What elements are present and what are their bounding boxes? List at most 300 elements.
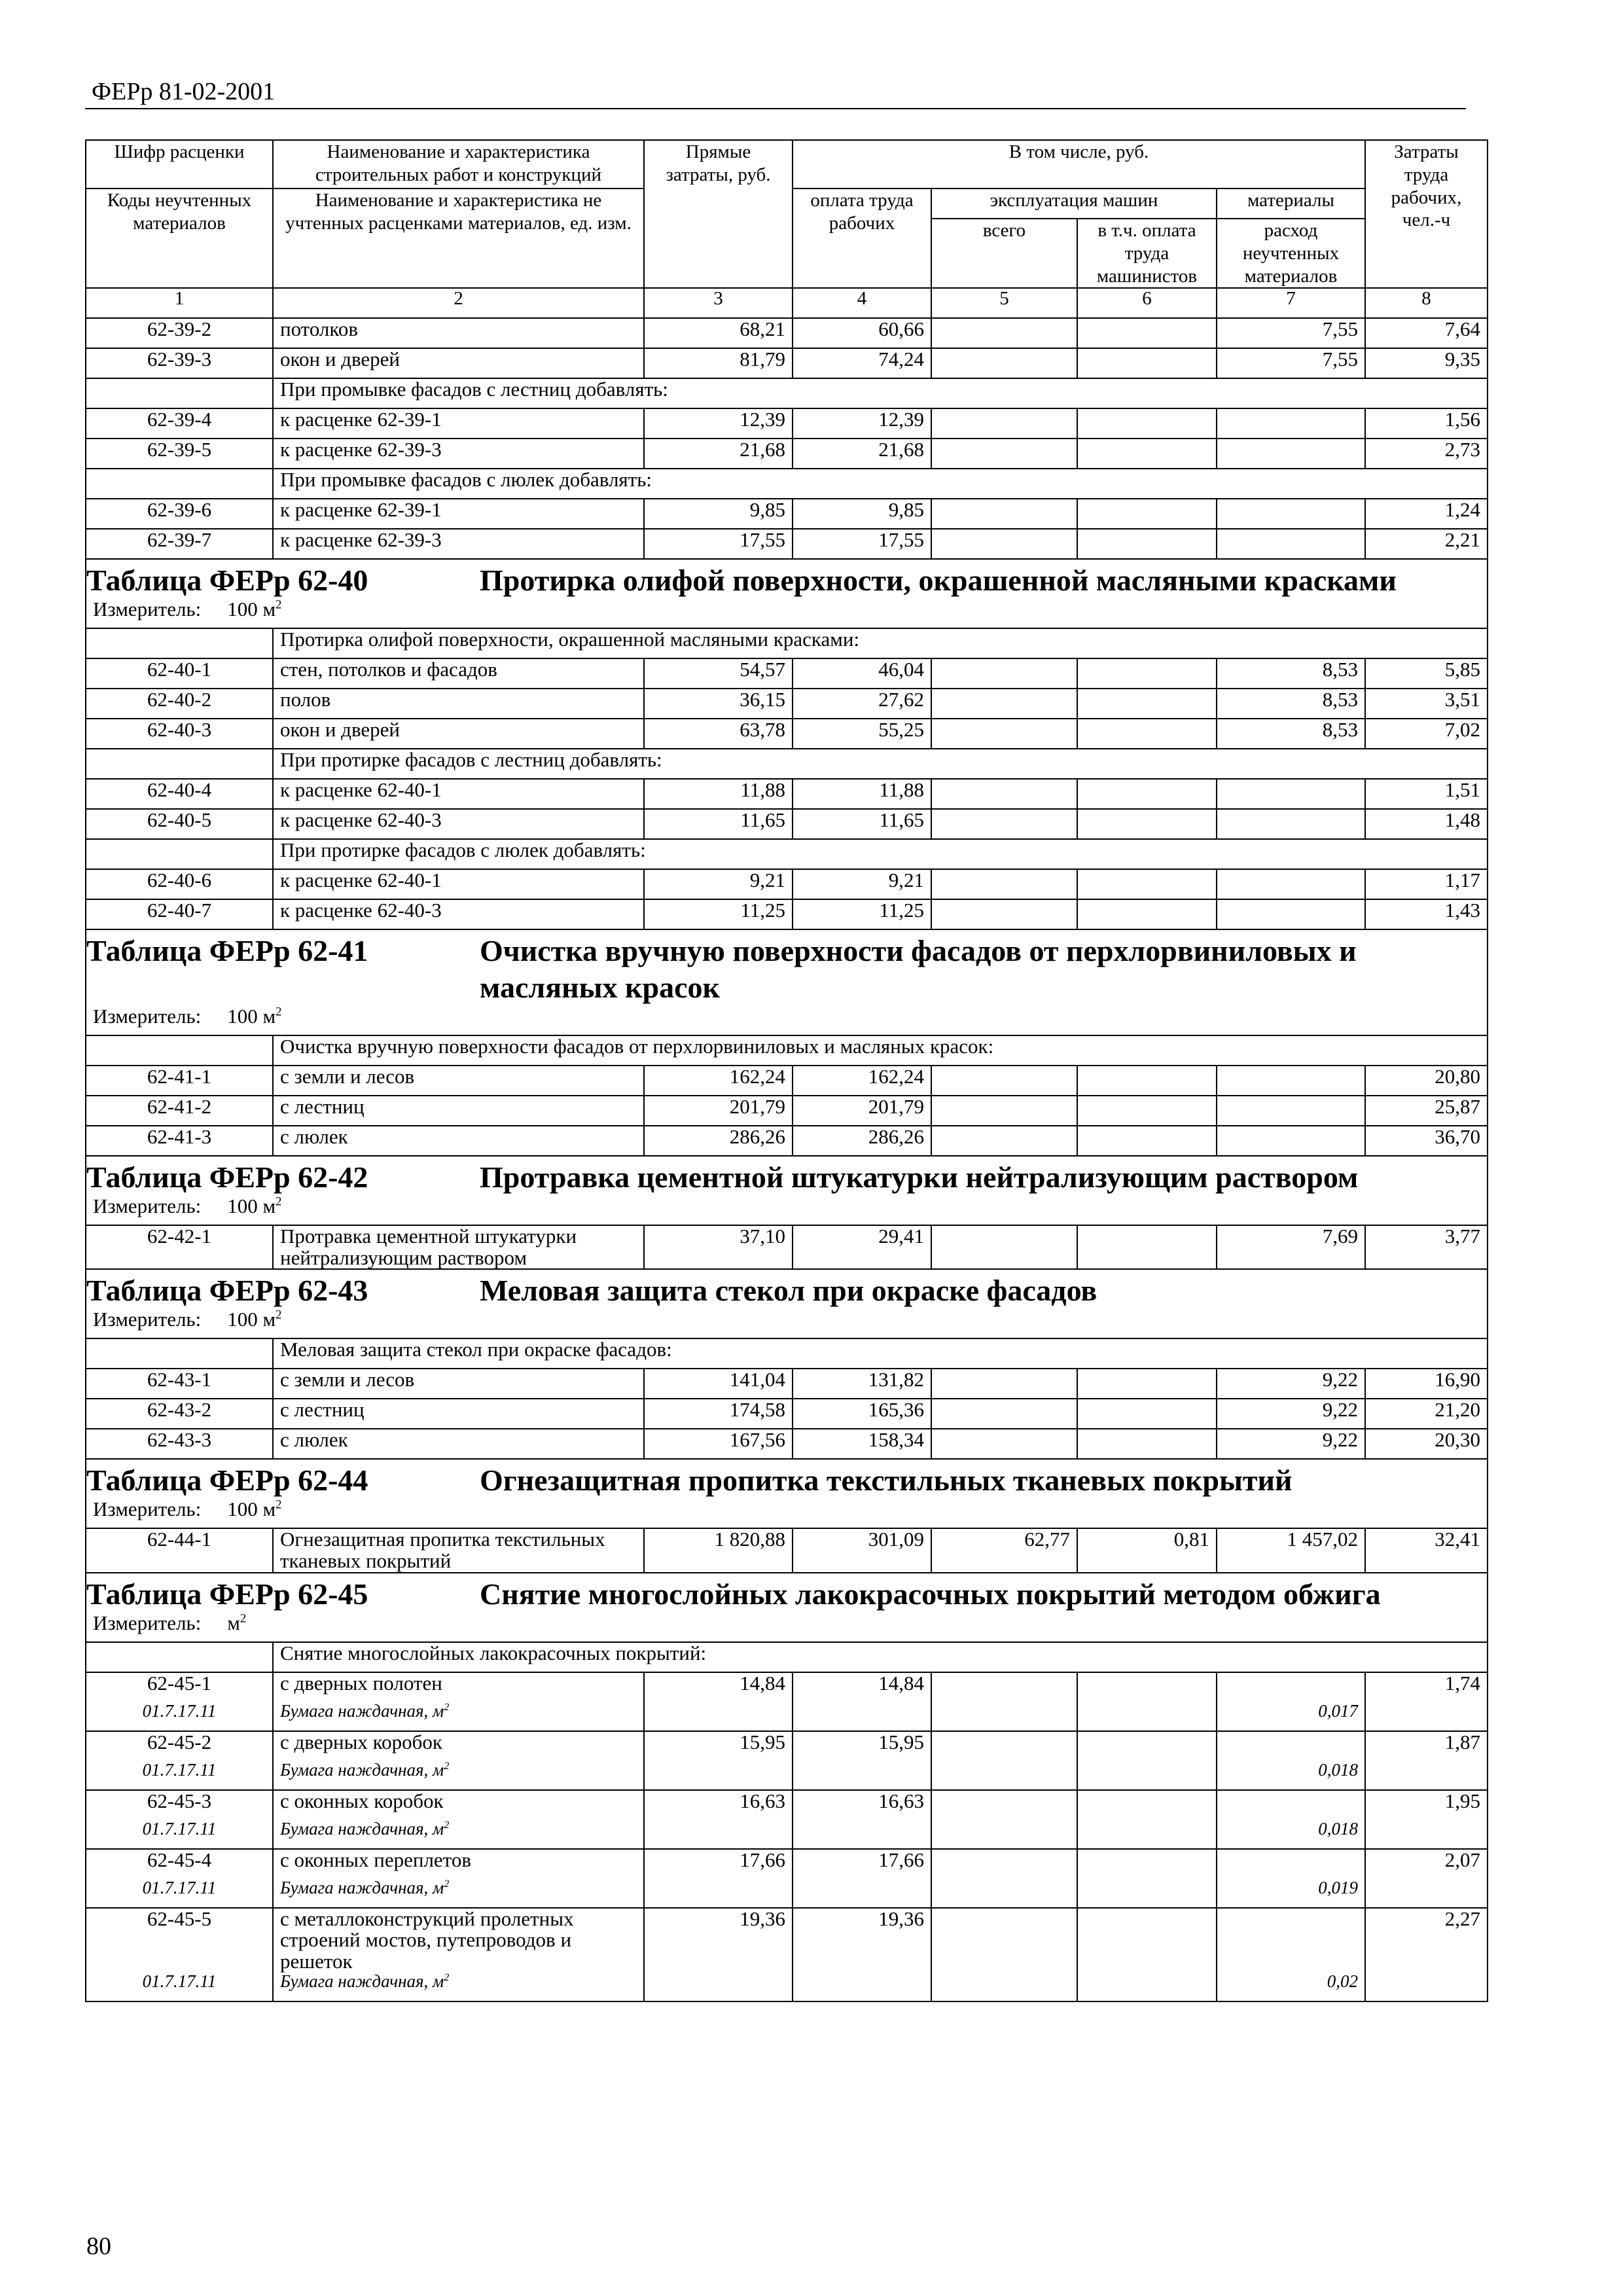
rate-name: с люлек — [273, 1126, 644, 1156]
header-rule — [85, 108, 1466, 109]
materials-cost — [1217, 809, 1365, 839]
labor-hours: 3,77 — [1365, 1225, 1488, 1269]
table-row — [86, 658, 1488, 689]
rate-code: 62-43-2 — [86, 1399, 273, 1429]
group-label: При промывке фасадов с лестниц добавлять: — [273, 378, 1488, 408]
table-title — [86, 1269, 1488, 1309]
material-name — [273, 1702, 644, 1731]
machines-total — [931, 1429, 1077, 1459]
rate-name: с лестниц — [273, 1096, 644, 1126]
labor-pay: 11,65 — [793, 809, 931, 839]
machines-total — [931, 1731, 1077, 1761]
empty-cell — [86, 839, 273, 869]
rate-name: к расценке 62-39-3 — [273, 529, 644, 559]
machines-total — [931, 318, 1077, 348]
superscript: 2 — [444, 1700, 450, 1713]
group-label: При протирке фасадов с лестниц добавлять: — [273, 749, 1488, 779]
rate-name: окон и дверей — [273, 719, 644, 749]
table-title-wrap — [86, 1576, 1487, 1613]
machines-total — [931, 348, 1077, 378]
rate-name: с дверных коробок — [273, 1731, 644, 1761]
materials-cost — [1217, 499, 1365, 529]
materials-cost — [1217, 899, 1365, 929]
rate-name: к расценке 62-40-1 — [273, 869, 644, 899]
material-code: 01.7.17.11 — [86, 1972, 273, 2001]
header-including: В том числе, руб. — [793, 140, 1365, 188]
machinist-pay — [1077, 899, 1217, 929]
rate-code: 62-40-4 — [86, 779, 273, 809]
table-name: Снятие многослойных лакокрасочных покрытий методом обжига — [480, 1577, 1381, 1611]
direct-cost: 12,39 — [644, 408, 793, 439]
group-row — [86, 628, 1488, 658]
machinist-pay — [1077, 1399, 1217, 1429]
table-name: Протирка олифой поверхности, окрашенной масляными красками — [480, 564, 1397, 598]
labor-pay: 74,24 — [793, 348, 931, 378]
direct-cost: 17,66 — [644, 1849, 793, 1878]
superscript: 2 — [276, 598, 282, 613]
labor-hours: 1,24 — [1365, 499, 1488, 529]
measure-row — [86, 1499, 1488, 1528]
material-name — [273, 1761, 644, 1790]
rate-name: с земли и лесов — [273, 1066, 644, 1096]
labor-hours: 21,20 — [1365, 1399, 1488, 1429]
empty-cell — [793, 1702, 931, 1731]
machinist-pay: 0,81 — [1077, 1528, 1217, 1572]
machinist-pay — [1077, 439, 1217, 469]
group-row — [86, 839, 1488, 869]
labor-hours: 1,51 — [1365, 779, 1488, 809]
header-unaccounted-codes: Коды неучтенных материалов — [86, 188, 273, 288]
rate-code: 62-43-3 — [86, 1429, 273, 1459]
table-title-wrap — [86, 1159, 1487, 1196]
direct-cost: 9,85 — [644, 499, 793, 529]
empty-cell — [644, 1820, 793, 1849]
material-name-text: Бумага наждачная, м — [280, 1759, 444, 1780]
machines-total — [931, 408, 1077, 439]
table-row — [86, 689, 1488, 719]
labor-hours: 32,41 — [1365, 1528, 1488, 1572]
table-title — [86, 929, 1488, 1006]
labor-hours: 16,90 — [1365, 1369, 1488, 1399]
rate-name: Протравка цементной штукатурки нейтрализующим раствором — [273, 1225, 644, 1269]
rate-name: к расценке 62-39-3 — [273, 439, 644, 469]
labor-pay: 286,26 — [793, 1126, 931, 1156]
table-title-wrap — [86, 562, 1487, 599]
materials-cost: 9,22 — [1217, 1399, 1365, 1429]
material-code: 01.7.17.11 — [86, 1702, 273, 1731]
table-name: Протравка цементной штукатурки нейтрализующим раствором — [480, 1160, 1359, 1194]
measure-unit: 100 м — [227, 1308, 276, 1331]
measure — [86, 1006, 1488, 1035]
direct-cost: 11,88 — [644, 779, 793, 809]
material-row — [86, 1878, 1488, 1908]
table-title-row — [86, 559, 1488, 599]
empty-cell — [931, 1878, 1077, 1908]
machinist-pay — [1077, 1429, 1217, 1459]
direct-cost: 9,21 — [644, 869, 793, 899]
empty-cell — [793, 1972, 931, 2001]
labor-pay: 11,88 — [793, 779, 931, 809]
material-qty: 0,019 — [1217, 1878, 1365, 1908]
table-row — [86, 439, 1488, 469]
material-name — [273, 1972, 644, 2001]
rate-name: с земли и лесов — [273, 1369, 644, 1399]
machinist-pay — [1077, 1849, 1217, 1878]
direct-cost: 17,55 — [644, 529, 793, 559]
superscript: 2 — [276, 1308, 282, 1323]
table-title-wrap — [86, 1272, 1487, 1309]
empty-cell — [1365, 1761, 1488, 1790]
labor-pay: 21,68 — [793, 439, 931, 469]
labor-hours: 20,80 — [1365, 1066, 1488, 1096]
measure — [86, 599, 1488, 628]
labor-pay: 301,09 — [793, 1528, 931, 1572]
table-row — [86, 1225, 1488, 1269]
rate-name: Огнезащитная пропитка текстильных тканевых покрытий — [273, 1528, 644, 1572]
direct-cost: 14,84 — [644, 1672, 793, 1702]
group-row — [86, 1035, 1488, 1066]
table-row — [86, 499, 1488, 529]
table-title — [86, 1459, 1488, 1499]
rate-name: с оконных переплетов — [273, 1849, 644, 1878]
measure-unit: 100 м — [227, 1498, 276, 1521]
empty-cell — [1365, 1820, 1488, 1849]
machinist-pay — [1077, 1908, 1217, 1973]
empty-cell — [793, 1820, 931, 1849]
empty-cell — [86, 1642, 273, 1672]
empty-cell — [86, 1338, 273, 1369]
labor-hours: 36,70 — [1365, 1126, 1488, 1156]
empty-cell — [1077, 1878, 1217, 1908]
labor-pay: 9,21 — [793, 869, 931, 899]
machinist-pay — [1077, 408, 1217, 439]
group-row — [86, 469, 1488, 499]
rate-code: 62-41-1 — [86, 1066, 273, 1096]
rate-name: к расценке 62-40-3 — [273, 899, 644, 929]
rate-code: 62-41-2 — [86, 1096, 273, 1126]
rate-code: 62-45-1 — [86, 1672, 273, 1702]
labor-pay: 17,55 — [793, 529, 931, 559]
machinist-pay — [1077, 658, 1217, 689]
direct-cost: 36,15 — [644, 689, 793, 719]
direct-cost: 21,68 — [644, 439, 793, 469]
column-numbers-row — [86, 288, 1488, 318]
measure — [86, 1499, 1488, 1528]
labor-pay: 9,85 — [793, 499, 931, 529]
labor-pay: 16,63 — [793, 1790, 931, 1820]
empty-cell — [931, 1761, 1077, 1790]
labor-pay: 14,84 — [793, 1672, 931, 1702]
header-labor-pay: оплата труда рабочих — [793, 188, 931, 288]
rate-code: 62-39-6 — [86, 499, 273, 529]
empty-cell — [644, 1878, 793, 1908]
table-row — [86, 1126, 1488, 1156]
material-name-text: Бумага наждачная, м — [280, 1700, 444, 1721]
rate-code: 62-39-2 — [86, 318, 273, 348]
table-code: Таблица ФЕРр 62-42 — [86, 1160, 368, 1194]
table-row — [86, 318, 1488, 348]
machinist-pay — [1077, 1126, 1217, 1156]
machines-total — [931, 779, 1077, 809]
measure-row — [86, 1613, 1488, 1642]
table-title-wrap — [86, 1462, 1487, 1499]
labor-hours: 2,27 — [1365, 1908, 1488, 1973]
rate-code: 62-40-3 — [86, 719, 273, 749]
table-title-row — [86, 1573, 1488, 1613]
measure-label: Измеритель: — [93, 1005, 202, 1028]
direct-cost: 201,79 — [644, 1096, 793, 1126]
labor-pay: 19,36 — [793, 1908, 931, 1973]
direct-cost: 162,24 — [644, 1066, 793, 1096]
machinist-pay — [1077, 1790, 1217, 1820]
empty-cell — [86, 469, 273, 499]
materials-cost — [1217, 1126, 1365, 1156]
labor-pay: 162,24 — [793, 1066, 931, 1096]
table-row — [86, 1096, 1488, 1126]
superscript: 2 — [240, 1611, 247, 1626]
labor-hours: 1,95 — [1365, 1790, 1488, 1820]
rate-code: 62-40-5 — [86, 809, 273, 839]
group-row — [86, 378, 1488, 408]
machines-total — [931, 529, 1077, 559]
empty-cell — [931, 1972, 1077, 2001]
table-title-wrap — [86, 933, 1487, 1006]
rate-name: стен, потолков и фасадов — [273, 658, 644, 689]
empty-cell — [644, 1761, 793, 1790]
measure — [86, 1309, 1488, 1338]
materials-cost: 8,53 — [1217, 658, 1365, 689]
labor-hours: 1,56 — [1365, 408, 1488, 439]
labor-hours: 7,02 — [1365, 719, 1488, 749]
direct-cost: 11,25 — [644, 899, 793, 929]
table-code: Таблица ФЕРр 62-43 — [86, 1274, 368, 1308]
empty-cell — [1365, 1972, 1488, 2001]
header-materials: материалы — [1217, 188, 1365, 219]
empty-cell — [793, 1761, 931, 1790]
machinist-pay — [1077, 1096, 1217, 1126]
col-number: 5 — [931, 288, 1077, 318]
empty-cell — [1077, 1702, 1217, 1731]
material-name-text: Бумага наждачная, м — [280, 1971, 444, 1992]
rate-name: к расценке 62-40-1 — [273, 779, 644, 809]
group-row — [86, 1338, 1488, 1369]
direct-cost: 68,21 — [644, 318, 793, 348]
rate-name: с металлоконструкций пролетных строений мостов, путепроводов и решеток — [273, 1908, 644, 1973]
rate-code: 62-40-1 — [86, 658, 273, 689]
empty-cell — [86, 628, 273, 658]
material-row — [86, 1820, 1488, 1849]
table-title-row — [86, 1269, 1488, 1309]
superscript: 2 — [276, 1498, 282, 1513]
direct-cost: 19,36 — [644, 1908, 793, 1973]
rate-code: 62-45-3 — [86, 1790, 273, 1820]
rate-name: полов — [273, 689, 644, 719]
empty-cell — [931, 1702, 1077, 1731]
rate-code: 62-43-1 — [86, 1369, 273, 1399]
header-name: Наименование и характеристика строительных работ и конструкций — [273, 140, 644, 188]
measure-row — [86, 1006, 1488, 1035]
measure-unit: 100 м — [227, 1005, 276, 1028]
table-row — [86, 408, 1488, 439]
col-number: 1 — [86, 288, 273, 318]
material-qty: 0,02 — [1217, 1972, 1365, 2001]
rate-name: потолков — [273, 318, 644, 348]
rate-code: 62-45-4 — [86, 1849, 273, 1878]
table-row — [86, 1399, 1488, 1429]
materials-cost — [1217, 529, 1365, 559]
empty-cell — [86, 378, 273, 408]
material-row — [86, 1972, 1488, 2001]
materials-cost — [1217, 869, 1365, 899]
rate-code: 62-39-4 — [86, 408, 273, 439]
header-materials-unacc: расход неучтенных материалов — [1217, 219, 1365, 288]
direct-cost: 63,78 — [644, 719, 793, 749]
measure-unit: 100 м — [227, 1194, 276, 1218]
materials-cost: 9,22 — [1217, 1369, 1365, 1399]
col-number: 6 — [1077, 288, 1217, 318]
measure — [86, 1613, 1488, 1642]
machines-total — [931, 1066, 1077, 1096]
table-row — [86, 348, 1488, 378]
materials-cost — [1217, 1096, 1365, 1126]
labor-hours: 25,87 — [1365, 1096, 1488, 1126]
materials-cost: 9,22 — [1217, 1429, 1365, 1459]
table-row — [86, 1672, 1488, 1702]
measure-label: Измеритель: — [93, 1308, 202, 1331]
machines-total — [931, 809, 1077, 839]
machines-total — [931, 1096, 1077, 1126]
labor-pay: 201,79 — [793, 1096, 931, 1126]
rate-code: 62-39-7 — [86, 529, 273, 559]
machinist-pay — [1077, 719, 1217, 749]
header-direct: Прямые затраты, руб. — [644, 140, 793, 288]
materials-cost — [1217, 439, 1365, 469]
materials-cost: 7,69 — [1217, 1225, 1365, 1269]
labor-pay: 131,82 — [793, 1369, 931, 1399]
labor-hours: 2,73 — [1365, 439, 1488, 469]
labor-pay: 11,25 — [793, 899, 931, 929]
material-code: 01.7.17.11 — [86, 1761, 273, 1790]
header-row-1 — [86, 140, 1488, 188]
rate-code: 62-39-5 — [86, 439, 273, 469]
material-code: 01.7.17.11 — [86, 1878, 273, 1908]
group-row — [86, 749, 1488, 779]
labor-hours: 1,17 — [1365, 869, 1488, 899]
table-title-row — [86, 1156, 1488, 1196]
rates-table — [85, 139, 1488, 2002]
materials-cost: 7,55 — [1217, 318, 1365, 348]
machinist-pay — [1077, 348, 1217, 378]
labor-hours: 2,21 — [1365, 529, 1488, 559]
machinist-pay — [1077, 1066, 1217, 1096]
header-labor: Затраты труда рабочих, чел.-ч — [1365, 140, 1488, 288]
empty-cell — [931, 1820, 1077, 1849]
labor-pay: 55,25 — [793, 719, 931, 749]
superscript: 2 — [276, 1005, 282, 1020]
measure-label: Измеритель: — [93, 1611, 202, 1634]
direct-cost: 167,56 — [644, 1429, 793, 1459]
material-name — [273, 1878, 644, 1908]
labor-hours: 9,35 — [1365, 348, 1488, 378]
empty-cell — [1365, 1702, 1488, 1731]
table-row — [86, 1731, 1488, 1761]
labor-pay: 12,39 — [793, 408, 931, 439]
materials-cost — [1217, 1731, 1365, 1761]
table-row — [86, 1066, 1488, 1096]
group-label: Меловая защита стекол при окраске фасадов: — [273, 1338, 1488, 1369]
empty-cell — [1365, 1878, 1488, 1908]
group-label: Протирка олифой поверхности, окрашенной масляными красками: — [273, 628, 1488, 658]
material-qty: 0,017 — [1217, 1702, 1365, 1731]
machines-total — [931, 499, 1077, 529]
table-row — [86, 719, 1488, 749]
measure-row — [86, 599, 1488, 628]
empty-cell — [1077, 1761, 1217, 1790]
materials-cost — [1217, 779, 1365, 809]
direct-cost: 16,63 — [644, 1790, 793, 1820]
labor-hours: 2,07 — [1365, 1849, 1488, 1878]
material-qty: 0,018 — [1217, 1761, 1365, 1790]
machines-total — [931, 439, 1077, 469]
table-row — [86, 869, 1488, 899]
labor-pay: 15,95 — [793, 1731, 931, 1761]
table-code: Таблица ФЕРр 62-44 — [86, 1463, 368, 1498]
table-name: Очистка вручную поверхности фасадов от перхлорвиниловых и масляных красок — [480, 934, 1357, 1005]
machinist-pay — [1077, 689, 1217, 719]
table-row — [86, 529, 1488, 559]
machinist-pay — [1077, 318, 1217, 348]
machinist-pay — [1077, 869, 1217, 899]
machinist-pay — [1077, 1225, 1217, 1269]
labor-hours: 1,87 — [1365, 1731, 1488, 1761]
empty-cell — [644, 1702, 793, 1731]
table-name: Огнезащитная пропитка текстильных тканевых покрытий — [480, 1463, 1293, 1498]
page-number: 80 — [86, 2233, 111, 2260]
labor-pay: 29,41 — [793, 1225, 931, 1269]
machines-total — [931, 869, 1077, 899]
direct-cost: 174,58 — [644, 1399, 793, 1429]
table-row — [86, 1528, 1488, 1572]
material-row — [86, 1702, 1488, 1731]
table-body — [86, 140, 1488, 2001]
superscript: 2 — [276, 1195, 282, 1210]
material-name-text: Бумага наждачная, м — [280, 1877, 444, 1897]
machines-total — [931, 1790, 1077, 1820]
material-code: 01.7.17.11 — [86, 1820, 273, 1849]
materials-cost: 8,53 — [1217, 689, 1365, 719]
materials-cost — [1217, 1790, 1365, 1820]
machines-total — [931, 658, 1077, 689]
labor-pay: 165,36 — [793, 1399, 931, 1429]
rate-code: 62-40-2 — [86, 689, 273, 719]
labor-pay: 17,66 — [793, 1849, 931, 1878]
document-title: ФЕРр 81-02-2001 — [92, 78, 276, 105]
measure-label: Измеритель: — [93, 598, 202, 621]
direct-cost: 11,65 — [644, 809, 793, 839]
labor-hours: 1,74 — [1365, 1672, 1488, 1702]
table-title — [86, 1156, 1488, 1196]
rate-name: с лестниц — [273, 1399, 644, 1429]
col-number: 3 — [644, 288, 793, 318]
empty-cell — [86, 749, 273, 779]
rate-name: с дверных полотен — [273, 1672, 644, 1702]
table-row — [86, 899, 1488, 929]
col-number: 2 — [273, 288, 644, 318]
machinist-pay — [1077, 1369, 1217, 1399]
materials-cost: 1 457,02 — [1217, 1528, 1365, 1572]
col-number: 8 — [1365, 288, 1488, 318]
header-machinist-pay: в т.ч. оплата труда машинистов — [1077, 219, 1217, 288]
